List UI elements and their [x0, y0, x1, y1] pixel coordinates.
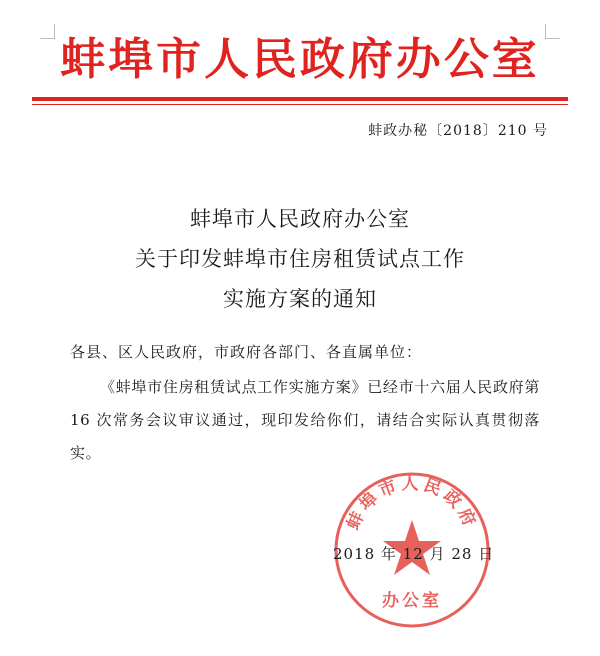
document-title	[0, 199, 600, 319]
document-title-line: 蚌埠市人民政府办公室	[190, 207, 410, 231]
body-paragraph: 《蚌埠市住房租赁试点工作实施方案》已经市十六届人民政府第 16 次常务会议审议通过，现印发给你们，请结合实际认真贯彻落实。	[70, 378, 540, 462]
svg-text:蚌埠市人民政府: 蚌埠市人民政府	[343, 474, 481, 533]
document-number: 蚌政办秘〔2018〕210 号	[368, 123, 548, 139]
signature-date: 2018 年 12 月 28 日	[333, 545, 495, 563]
document-title-line: 关于印发蚌埠市住房租赁试点工作	[135, 247, 465, 271]
addressee-line: 各县、区人民政府，市政府各部门、各直属单位：	[70, 343, 423, 361]
letterhead-rule-thin	[32, 104, 568, 105]
letterhead-rule-thick	[32, 97, 568, 101]
document-title-line: 实施方案的通知	[223, 287, 377, 311]
letterhead-title: 蚌埠市人民政府办公室	[60, 34, 540, 85]
svg-text:办公室: 办公室	[382, 591, 442, 611]
